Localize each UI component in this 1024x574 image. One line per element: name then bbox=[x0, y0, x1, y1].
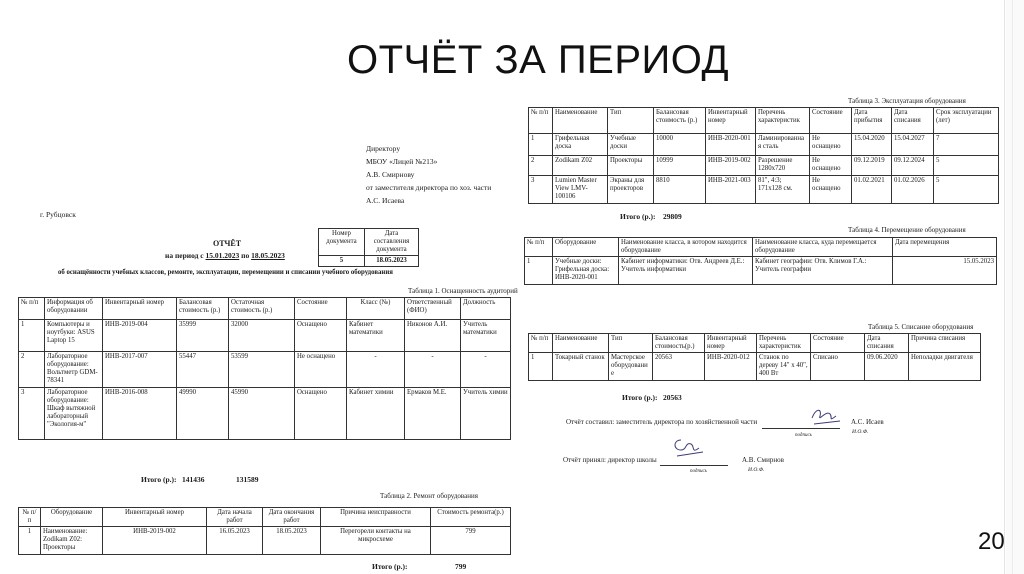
addressee-line: Директору bbox=[366, 144, 401, 153]
table1-cell: Не оснащено bbox=[295, 352, 347, 388]
table3-cell: 3 bbox=[529, 176, 553, 204]
table5-total: 20563 bbox=[663, 393, 682, 402]
table5-header: Наименование bbox=[553, 334, 609, 353]
table3-header: Перечень характеристик bbox=[756, 108, 810, 134]
table2-equipment-repair bbox=[18, 507, 511, 555]
table2-caption: Таблица 2. Ремонт оборудования bbox=[380, 492, 478, 500]
slide-edge-line bbox=[1004, 0, 1005, 574]
table1-header: Состояние bbox=[295, 298, 347, 320]
addressee-line: А.С. Исаева bbox=[366, 196, 405, 205]
table3-cell: 1 bbox=[529, 134, 553, 156]
table3-cell: Грифельная доска bbox=[553, 134, 608, 156]
table1-header: № п/п bbox=[19, 298, 45, 320]
signature-smirnov-icon bbox=[667, 434, 707, 460]
table5-cell: 20563 bbox=[653, 353, 705, 381]
table2-cell: Наименование: Zodikam Z02: Проекторы bbox=[41, 527, 103, 555]
table3-cell: Zodikam Z02 bbox=[553, 156, 608, 176]
slide-title: ОТЧЁТ ЗА ПЕРИОД bbox=[347, 38, 730, 82]
report-title: ОТЧЁТ bbox=[213, 239, 242, 248]
document-number-box bbox=[318, 228, 419, 267]
table1-cell: Оснащено bbox=[295, 388, 347, 440]
table-row bbox=[525, 257, 997, 285]
table4-caption: Таблица 4. Перемещение оборудования bbox=[848, 226, 966, 234]
table5-caption: Таблица 5. Списание оборудования bbox=[868, 323, 974, 331]
slide-edge-band bbox=[1006, 0, 1024, 574]
table1-header: Инвентарный номер bbox=[103, 298, 177, 320]
table1-cell: 32000 bbox=[229, 320, 295, 352]
table1-cell: Компьютеры и ноутбуки: ASUS Laptop 15 bbox=[45, 320, 103, 352]
name-hint: И.О.Ф. bbox=[852, 429, 869, 435]
table3-cell: Ламинированная сталь bbox=[756, 134, 810, 156]
table1-cell: 3 bbox=[19, 388, 45, 440]
signature-isaev-icon bbox=[806, 404, 846, 428]
table3-cell: 5 bbox=[934, 156, 999, 176]
table4-cell: 1 bbox=[525, 257, 553, 285]
table1-total-balance: 141436 bbox=[182, 475, 205, 484]
table3-cell: 10000 bbox=[654, 134, 706, 156]
table1-total-label: Итого (р.): bbox=[141, 475, 177, 484]
table1-cell: 2 bbox=[19, 352, 45, 388]
table5-cell: 1 bbox=[529, 353, 553, 381]
compiled-by-label: Отчёт составил: заместитель директора по хозяйственной части bbox=[566, 418, 758, 426]
table3-header: Срок эксплуатации (лет) bbox=[934, 108, 999, 134]
table3-cell: 7 bbox=[934, 134, 999, 156]
table1-cell: Ермаков М.Е. bbox=[405, 388, 461, 440]
addressee-line: А.В. Смирнову bbox=[366, 170, 415, 179]
table2-total: 799 bbox=[455, 562, 467, 571]
table3-header: Балансовая стоимость (р.) bbox=[654, 108, 706, 134]
table1-cell: Учитель математики bbox=[461, 320, 511, 352]
table2-cell: 18.05.2023 bbox=[263, 527, 321, 555]
table1-cell: Лабораторное оборудование: Вольтметр GDM-78341 bbox=[45, 352, 103, 388]
table3-cell: Lumien Master View LMV-100106 bbox=[553, 176, 608, 204]
table5-cell: Станок по дереву 14" x 40", 400 Вт bbox=[757, 353, 811, 381]
table1-header: Остаточная стоимость (р.) bbox=[229, 298, 295, 320]
table1-header: Информация об оборудовании bbox=[45, 298, 103, 320]
table-row bbox=[529, 353, 981, 381]
table1-cell: Оснащено bbox=[295, 320, 347, 352]
table5-total-label: Итого (р.): bbox=[622, 393, 658, 402]
doc-number-value: 5 bbox=[319, 256, 365, 267]
table1-cell: - bbox=[405, 352, 461, 388]
table2-cell: ИНВ-2019-002 bbox=[103, 527, 207, 555]
doc-date-header: Дата составления документа bbox=[365, 229, 419, 256]
period-from: 15.01.2023 bbox=[205, 251, 240, 260]
signature-line bbox=[660, 465, 728, 466]
table-row bbox=[529, 156, 999, 176]
table1-header: Должность bbox=[461, 298, 511, 320]
table3-cell: Не оснащено bbox=[810, 134, 852, 156]
table3-cell: 09.12.2019 bbox=[852, 156, 892, 176]
table1-header: Класс (№) bbox=[347, 298, 405, 320]
table3-cell: Проекторы bbox=[608, 156, 654, 176]
table3-total-label: Итого (р.): bbox=[620, 212, 656, 221]
table1-cell: 55447 bbox=[177, 352, 229, 388]
table5-header: Состояние bbox=[811, 334, 865, 353]
table3-header: Наименование bbox=[553, 108, 608, 134]
table3-cell: 01.02.2026 bbox=[892, 176, 934, 204]
table1-cell: 49990 bbox=[177, 388, 229, 440]
addressee-line: МБОУ «Лицей №213» bbox=[366, 157, 438, 166]
sign-hint: подпись bbox=[795, 433, 812, 438]
table3-caption: Таблица 3. Эксплуатация оборудования bbox=[848, 97, 966, 105]
table3-cell: Разрешение 1280x720 bbox=[756, 156, 810, 176]
table3-cell: 10999 bbox=[654, 156, 706, 176]
table1-cell: 1 bbox=[19, 320, 45, 352]
table1-cell: Учитель химии bbox=[461, 388, 511, 440]
report-subject: об оснащённости учебных классов, ремонте, эксплуатации, перемещении и списании учебного оборудования bbox=[58, 269, 393, 276]
table1-total-residual: 131589 bbox=[236, 475, 259, 484]
table1-header: Ответственный (ФИО) bbox=[405, 298, 461, 320]
table4-equipment-movement bbox=[524, 237, 997, 285]
table5-header: Причина списания bbox=[909, 334, 981, 353]
slide-edge-line bbox=[1012, 0, 1013, 574]
table3-header: Дата списания bbox=[892, 108, 934, 134]
table1-cell: 45990 bbox=[229, 388, 295, 440]
table4-header: № п/п bbox=[525, 238, 553, 257]
table4-header: Дата перемещения bbox=[893, 238, 997, 257]
doc-number-header: Номер документа bbox=[319, 229, 365, 256]
table2-cell: 16.05.2023 bbox=[207, 527, 263, 555]
table3-cell: Не оснащено bbox=[810, 176, 852, 204]
sign-hint: подпись bbox=[690, 469, 707, 474]
accepted-by-name: А.В. Смирнов bbox=[742, 456, 784, 464]
table5-header: Инвентарный номер bbox=[705, 334, 757, 353]
table5-header: Перечень характеристик bbox=[757, 334, 811, 353]
table1-cell: - bbox=[461, 352, 511, 388]
table3-cell: ИНВ-2021-003 bbox=[706, 176, 756, 204]
table3-cell: 01.02.2021 bbox=[852, 176, 892, 204]
period-to-label: по bbox=[241, 251, 250, 260]
table2-header: Стоимость ремонта(р.) bbox=[431, 508, 511, 527]
report-period bbox=[165, 251, 285, 260]
signature-line bbox=[762, 428, 840, 429]
table5-header: Дата списания bbox=[865, 334, 909, 353]
period-label: на период с bbox=[165, 251, 204, 260]
compiled-by-name: А.С. Исаев bbox=[851, 418, 884, 426]
table3-cell: 15.04.2020 bbox=[852, 134, 892, 156]
table2-header: Оборудование bbox=[41, 508, 103, 527]
table1-cell: - bbox=[347, 352, 405, 388]
period-to: 18.05.2023 bbox=[251, 251, 285, 260]
table1-classroom-equipment bbox=[18, 297, 511, 440]
table1-header: Балансовая стоимость (р.) bbox=[177, 298, 229, 320]
table2-header: Дата начала работ bbox=[207, 508, 263, 527]
table3-cell: 09.12.2024 bbox=[892, 156, 934, 176]
table5-cell: 09.06.2020 bbox=[865, 353, 909, 381]
city-label: г. Рубцовск bbox=[40, 210, 76, 219]
table1-cell: ИНВ-2019-004 bbox=[103, 320, 177, 352]
table3-cell: 81", 4:3; 171x128 см. bbox=[756, 176, 810, 204]
table5-cell: Списано bbox=[811, 353, 865, 381]
table2-header: Причина неисправности bbox=[321, 508, 431, 527]
table1-cell: ИНВ-2017-007 bbox=[103, 352, 177, 388]
table3-header: Тип bbox=[608, 108, 654, 134]
table-row bbox=[19, 320, 511, 352]
table4-header: Наименование класса, в котором находится оборудование bbox=[619, 238, 753, 257]
table3-total: 29809 bbox=[663, 212, 682, 221]
table-row bbox=[529, 134, 999, 156]
table1-cell: Никонов А.И. bbox=[405, 320, 461, 352]
table3-header: Состояние bbox=[810, 108, 852, 134]
table-row bbox=[19, 352, 511, 388]
table1-cell: Кабинет математики bbox=[347, 320, 405, 352]
table3-header: № п/п bbox=[529, 108, 553, 134]
table2-total-label: Итого (р.): bbox=[372, 562, 408, 571]
table2-header: Инвентарный номер bbox=[103, 508, 207, 527]
table3-cell: 15.04.2027 bbox=[892, 134, 934, 156]
table5-cell: ИНВ-2020-012 bbox=[705, 353, 757, 381]
accepted-by-label: Отчёт принял: директор школы bbox=[563, 456, 657, 464]
table1-cell: ИНВ-2016-008 bbox=[103, 388, 177, 440]
table1-caption: Таблица 1. Оснащенность аудиторий bbox=[408, 287, 518, 295]
table3-header: Дата прибытия bbox=[852, 108, 892, 134]
table3-cell: 5 bbox=[934, 176, 999, 204]
table4-cell: Учебные доски: Грифельная доска: ИНВ-2020-001 bbox=[553, 257, 619, 285]
doc-date-value: 18.05.2023 bbox=[365, 256, 419, 267]
table-row bbox=[19, 388, 511, 440]
table3-cell: Учебные доски bbox=[608, 134, 654, 156]
table3-cell: 8810 bbox=[654, 176, 706, 204]
table5-header: Тип bbox=[609, 334, 653, 353]
table4-header: Наименование класса, куда перемещается оборудование bbox=[753, 238, 893, 257]
table2-cell: 1 bbox=[19, 527, 41, 555]
table3-cell: ИНВ-2019-002 bbox=[706, 156, 756, 176]
table-row bbox=[19, 527, 511, 555]
table4-cell: Кабинет географии: Отв. Климов Г.А.: Учитель географии bbox=[753, 257, 893, 285]
table3-cell: 2 bbox=[529, 156, 553, 176]
table3-cell: ИНВ-2020-001 bbox=[706, 134, 756, 156]
table4-header: Оборудование bbox=[553, 238, 619, 257]
table5-cell: Неполадки двигателя bbox=[909, 353, 981, 381]
table4-cell: Кабинет информатики: Отв. Андреев Д.Е.: Учитель информатики bbox=[619, 257, 753, 285]
table2-header: № п/п bbox=[19, 508, 41, 527]
table2-cell: Перегорели контакты на микросхеме bbox=[321, 527, 431, 555]
table5-header: № п/п bbox=[529, 334, 553, 353]
table1-cell: 53599 bbox=[229, 352, 295, 388]
table2-header: Дата окончания работ bbox=[263, 508, 321, 527]
table3-cell: Не оснащено bbox=[810, 156, 852, 176]
slide-number: 20 bbox=[978, 528, 1005, 555]
table3-cell: Экраны для проекторов bbox=[608, 176, 654, 204]
name-hint: И.О.Ф. bbox=[748, 467, 765, 473]
table2-cell: 799 bbox=[431, 527, 511, 555]
table1-cell: 35999 bbox=[177, 320, 229, 352]
table4-cell: 15.05.2023 bbox=[893, 257, 997, 285]
table-row bbox=[529, 176, 999, 204]
table5-cell: Мастерское оборудование bbox=[609, 353, 653, 381]
table5-header: Балансовая стоимость(р.) bbox=[653, 334, 705, 353]
table1-cell: Кабинет химии bbox=[347, 388, 405, 440]
addressee-line: от заместителя директора по хоз. части bbox=[366, 183, 492, 192]
table5-cell: Токарный станок bbox=[553, 353, 609, 381]
table1-cell: Лабораторное оборудование: Шкаф вытяжной лабораторный "Экология-м" bbox=[45, 388, 103, 440]
table5-equipment-writeoff bbox=[528, 333, 981, 381]
table3-equipment-operation bbox=[528, 107, 999, 204]
table3-header: Инвентарный номер bbox=[706, 108, 756, 134]
